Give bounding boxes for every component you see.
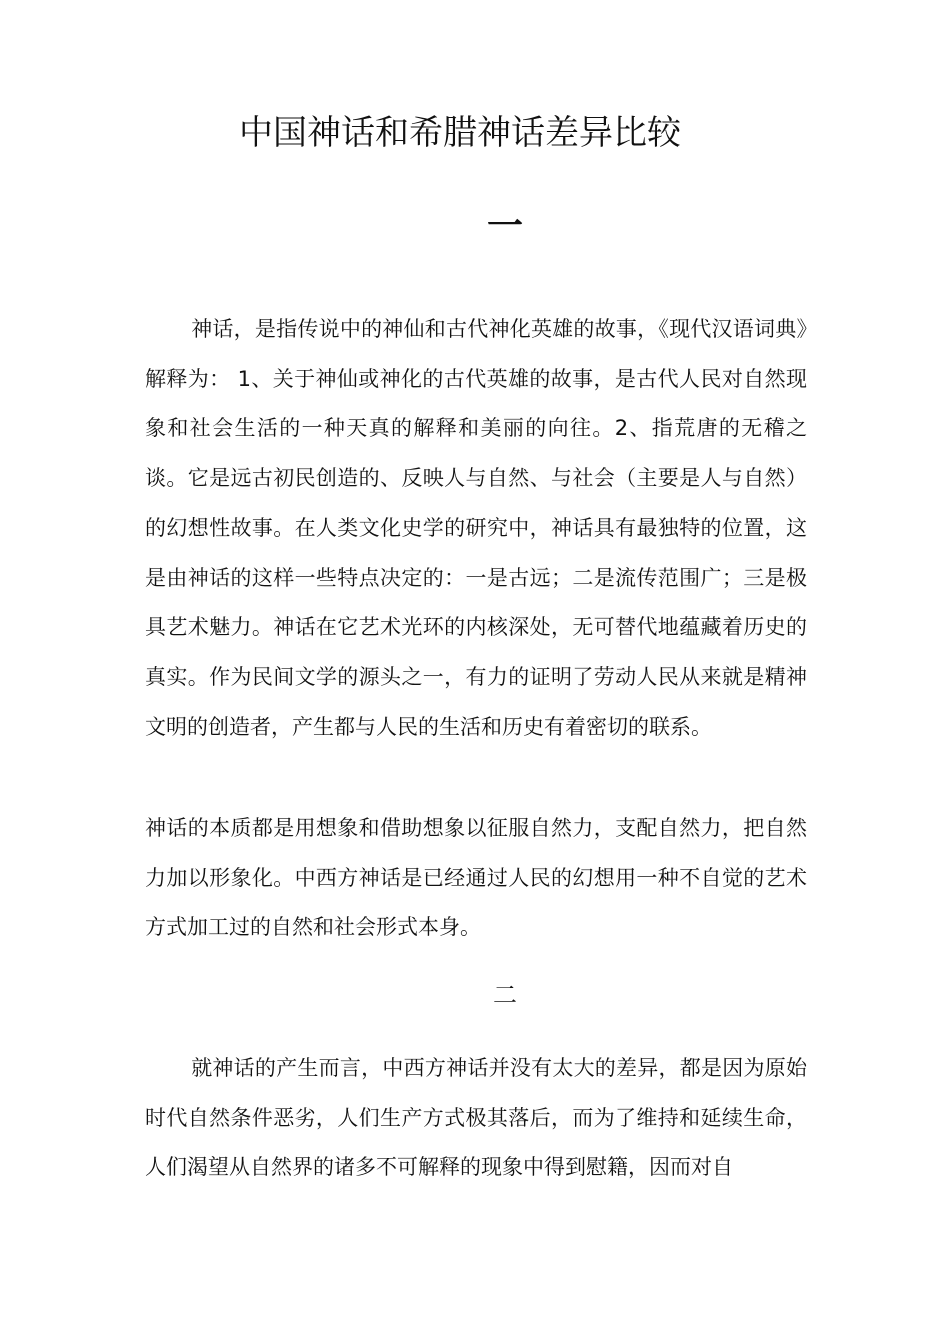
paragraph-essence: 神话的本质都是用想象和借助想象以征服自然力，支配自然力，把自然力加以形象化。中西方神话是已经通过人民的幻想用一种不自觉的艺术方式加工过的自然和社会形式本身。 (145, 816, 807, 940)
paragraph-definition: 神话，是指传说中的神仙和古代神化英雄的故事，《现代汉语词典》解释为： 1、关于神仙或神化的古代英雄的故事，是古代人民对自然现象和社会生活的一种天真的解释和美丽的向往。2、指荒唐的无稽之谈。它是远古初民创造的、反映人与自然、与社会（主要是人与自然）的幻想性故事。在人类文化史学的研究中，神话具有最独特的位置，这是由神话的这样一些特点决定的：一是古远；二是流传范围广；三是极具艺术魅力。神话在它艺术光环的内核深处，无可替代地蕴藏着历史的真实。作为民间文学的源头之一，有力的证明了劳动人民从来就是精神文明的创造者，产生都与人民的生活和历史有着密切的联系。 (145, 317, 807, 739)
document-title: 中国神话和希腊神话差异比较 (239, 113, 681, 153)
section-heading-two: 二 (493, 981, 517, 1009)
section-heading-one: 一 (486, 206, 523, 247)
paragraph-origin: 就神话的产生而言，中西方神话并没有太大的差异，都是因为原始时代自然条件恶劣，人们生产方式极其落后，而为了维持和延续生命，人们渴望从自然界的诸多不可解释的现象中得到慰籍，因而对自 (145, 1056, 807, 1180)
